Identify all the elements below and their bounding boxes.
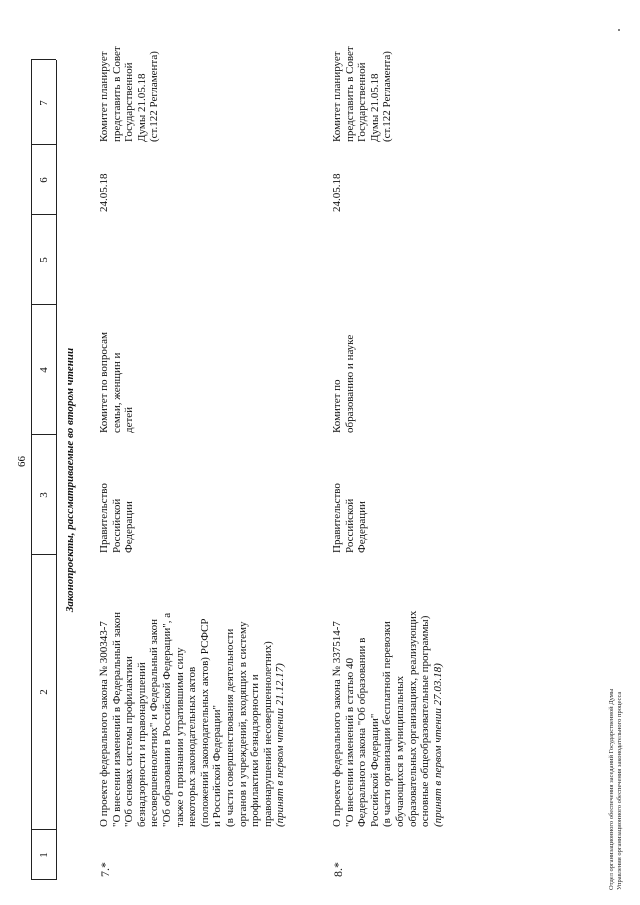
plan-line: Государственной	[123, 62, 136, 142]
footer-note	[608, 689, 624, 890]
footer-line: Управления организационного обеспечения законодательного процесса	[616, 691, 623, 890]
row-plan	[98, 46, 161, 142]
bill-text-line: органов и учреждений, входящих в систему	[236, 621, 249, 827]
column-header-3: 3	[38, 492, 50, 498]
initiator-line: Российской	[343, 498, 356, 553]
initiator-line: Федерации	[356, 501, 369, 553]
bill-text-line: образовательных организациях, реализующих	[406, 610, 419, 827]
bill-text-line: некоторых законодательных актов	[186, 666, 199, 827]
initiator-line: Правительство	[98, 483, 110, 553]
row-initiator	[331, 483, 369, 553]
committee-line: Комитет по вопросам	[98, 332, 110, 433]
plan-line: представить в Совет	[110, 46, 123, 142]
row-number: 8.*	[331, 862, 345, 877]
row-date: 24.05.18	[331, 173, 343, 212]
column-header-1: 1	[38, 852, 50, 858]
row-plan	[331, 46, 394, 142]
committee-line: семьи, женщин и	[110, 352, 123, 433]
bill-text-line: (в части организации бесплатной перевозки	[381, 621, 394, 827]
plan-line: (ст.122 Регламента)	[381, 51, 394, 142]
bill-text-line: основные общеобразовательные программы)	[419, 615, 432, 827]
column-header-4: 4	[38, 367, 50, 373]
bill-text-line: и Российской Федерации"	[211, 704, 224, 827]
bill-first-reading-note: (принят в первом чтении 21.12.17)	[274, 663, 287, 827]
row-number: 7.*	[98, 862, 112, 877]
header-divider	[31, 59, 56, 60]
bill-text-line: "О внесении изменений в Федеральный закон	[110, 612, 123, 827]
committee-line: детей	[123, 406, 136, 433]
scan-speck	[618, 29, 620, 31]
row-bill-title	[98, 612, 287, 827]
bill-text-line: О проекте федерального закона № 300343-7	[98, 621, 110, 827]
bill-first-reading-note: (принят в первом чтении 27.03.18)	[431, 663, 444, 827]
initiator-line: Федерации	[123, 501, 136, 553]
page-number: 66	[16, 456, 28, 467]
header-divider	[31, 304, 56, 305]
plan-line: Комитет планирует	[98, 51, 110, 142]
row-date: 24.05.18	[98, 173, 110, 212]
bill-text-line: правонарушений несовершеннолетних)	[261, 641, 274, 827]
bill-text-line: "Об образовании в Российской Федерации", а	[160, 612, 173, 827]
header-bottom-rule	[56, 60, 57, 880]
footer-line: Отдел организационного обеспечения заседаний Государственной Думы	[608, 688, 615, 890]
row-initiator	[98, 483, 136, 553]
section-title: Законопроекты, рассматриваемые во втором чтении	[64, 347, 76, 613]
plan-line: (ст.122 Регламента)	[148, 51, 161, 142]
header-divider	[31, 879, 56, 880]
row-committee	[98, 332, 136, 433]
plan-line: представить в Совет	[343, 46, 356, 142]
header-divider	[31, 829, 56, 830]
bill-text-line: Федерального закона "Об образовании в	[356, 637, 369, 827]
column-header-7: 7	[38, 100, 50, 106]
bill-text-line: "Об основах системы профилактики	[123, 656, 136, 827]
header-divider	[31, 554, 56, 555]
header-top-rule	[31, 60, 32, 880]
bill-text-line: (в части совершенствования деятельности	[223, 628, 236, 827]
bill-text-line: (положений законодательных актов) РСФСР	[198, 618, 211, 827]
plan-line: Думы 21.05.18	[135, 73, 148, 142]
bill-text-line: "О внесении изменений в статью 40	[343, 658, 356, 827]
plan-line: Думы 21.05.18	[368, 73, 381, 142]
committee-line: Комитет по	[331, 379, 343, 433]
column-header-6: 6	[38, 177, 50, 183]
bill-text-line: Российской Федерации"	[368, 713, 381, 827]
initiator-line: Правительство	[331, 483, 343, 553]
bill-text-line: несовершеннолетних" и Федеральный закон	[148, 619, 161, 827]
column-header-5: 5	[38, 257, 50, 263]
committee-line: образованию и науке	[343, 334, 356, 433]
bill-text-line: также о признании утратившими силу	[173, 647, 186, 827]
header-divider	[31, 214, 56, 215]
initiator-line: Российской	[110, 498, 123, 553]
row-committee	[331, 335, 356, 433]
bill-text-line: обучающихся в муниципальных	[393, 675, 406, 827]
plan-line: Государственной	[356, 62, 369, 142]
row-bill-title	[331, 611, 444, 827]
header-divider	[31, 434, 56, 435]
plan-line: Комитет планирует	[331, 51, 343, 142]
column-header-2: 2	[38, 689, 50, 695]
bill-text-line: О проекте федерального закона № 337514-7	[331, 621, 343, 827]
bill-text-line: безнадзорности и правонарушений	[135, 662, 148, 827]
bill-text-line: профилактики безнадзорности и	[249, 674, 262, 827]
header-divider	[31, 144, 56, 145]
